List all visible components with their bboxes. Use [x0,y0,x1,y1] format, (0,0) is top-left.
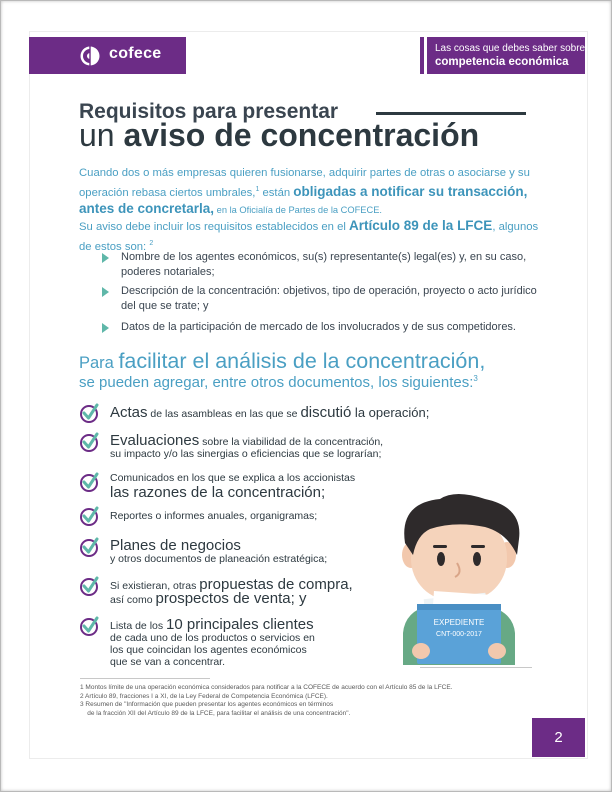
cofece-logo-icon [80,46,100,66]
section-subtitle-text: se pueden agregar, entre otros documentos, los siguientes: [79,374,474,391]
document-text-line2: las razones de la concentración; [110,484,326,501]
tagline-accent-bar [420,37,424,74]
document-text-line2: su impacto y/o las sinergias o eficiencias que se lograrían; [110,448,382,460]
illustration-baseline [420,667,532,668]
footnote-2: 2 Artículo 89, fracciones I a XI, de la Ley Federal de Competencia Económica (LFCE). [80,692,328,700]
doc-keyword: propuestas de compra, [199,576,353,593]
folder-label: EXPEDIENTE [433,618,485,627]
footnotes [80,684,500,718]
check-icon [80,403,100,423]
doc-keyword: prospectos de venta; y [155,590,307,607]
title-underline [376,112,526,115]
doc-detail: la operación; [351,405,430,420]
footnote-3-cont: de la fracción XII del Artículo 89 de la LFCE, para facilitar el análisis de una concentración". [80,709,351,717]
intro-article: Artículo 89 de la LFCE [349,218,493,234]
page-number: 2 [532,718,585,757]
doc-detail: Si existieran, otras [110,580,200,592]
requirement-text: Nombre de los agentes económicos, su(s) representante(s) legal(es) y, en su caso, poderes notariales; [121,251,527,278]
check-icon [80,472,100,492]
document-text-line2 [110,590,306,608]
doc-detail: así como [110,594,156,606]
brand-logo-box [29,37,186,74]
tagline-box [427,37,585,74]
intro-bold: obligadas a notificar su transacción, antes de concretarla, [79,183,528,216]
document-text-line2: y otros documentos de planeación estratégica; [110,553,328,565]
section-title-main: facilitar el análisis de la concentración, [118,349,486,373]
document-text [110,404,429,422]
section-subtitle [79,374,478,391]
section-title-prefix: Para [79,354,119,372]
footnote-ref-1: 1 [255,185,260,193]
page-title-line2 [79,117,479,154]
doc-keyword: 10 principales clientes [166,616,314,633]
footnote-ref-2: 2 [149,239,154,247]
check-icon [80,432,100,452]
person-with-folder-illustration [385,493,530,665]
doc-keyword: Actas [110,404,148,421]
intro-paragraph [79,166,539,255]
footnote-ref-3: 3 [473,374,478,383]
footnote-1: 1 Montos límite de una operación económica considerados para notificar a la COFECE de acuerdo con el Artículo 85 de la LFCE. [80,684,453,691]
footnote-3: 3 Resumen de "Información que pueden presentar los agentes económicos en términos [80,701,334,708]
check-icon [80,616,100,636]
check-icon [80,537,100,557]
title-bold: aviso de concentración [123,117,480,153]
intro-small: en la Oficialía de Partes de la COFECE. [214,204,382,215]
page-title-line1: Requisitos para presentar [79,100,339,123]
section-title [79,349,485,374]
folder-code: CNT-000-2017 [436,631,482,638]
document-text-line4: que se van a concentrar. [110,656,225,668]
title-prefix: un [79,117,124,153]
document-text: Reportes o informes anuales, organigramas; [110,510,318,522]
check-icon [80,576,100,596]
doc-detail: de las asambleas en las que se [147,408,301,420]
doc-detail: sobre la viabilidad de la concentración, [199,436,384,448]
requirement-text: Descripción de la concentración: objetivos, tipo de operación, proyecto o acto jurídico del que se trate; y [121,285,537,312]
requirement-text: Datos de la participación de mercado de los involucrados y de sus competidores. [121,321,516,333]
intro-text-2: Su aviso debe incluir los requisitos establecidos en el [79,221,350,234]
check-icon [80,506,100,526]
doc-keyword: discutió [300,404,352,421]
doc-keyword: Evaluaciones [110,432,200,449]
brand-name: cofece [109,45,162,62]
tagline-line2: competencia económica [435,56,569,68]
triangle-bullet-icon [102,253,109,263]
intro-text-1: Cuando dos o más empresas quieren fusionarse, adquirir partes de otras o asociarse y su operación rebasa ciertos umbrales, [79,167,530,199]
triangle-bullet-icon [102,287,109,297]
tagline-line1: Las cosas que debes saber sobre [435,43,586,54]
doc-detail: Lista de los [110,620,167,632]
document-text-line3: los que coincidan los agentes económicos [110,644,307,656]
intro-text-mid: están [259,186,294,199]
intro-text-end: , algunos de estos son: [79,221,539,253]
document-text: Planes de negocios [110,537,241,554]
document-text-line2: de cada uno de los productos o servicios en [110,632,315,644]
document-text: Comunicados en los que se explica a los accionistas [110,472,356,484]
triangle-bullet-icon [102,323,109,333]
footnote-divider [80,678,210,679]
